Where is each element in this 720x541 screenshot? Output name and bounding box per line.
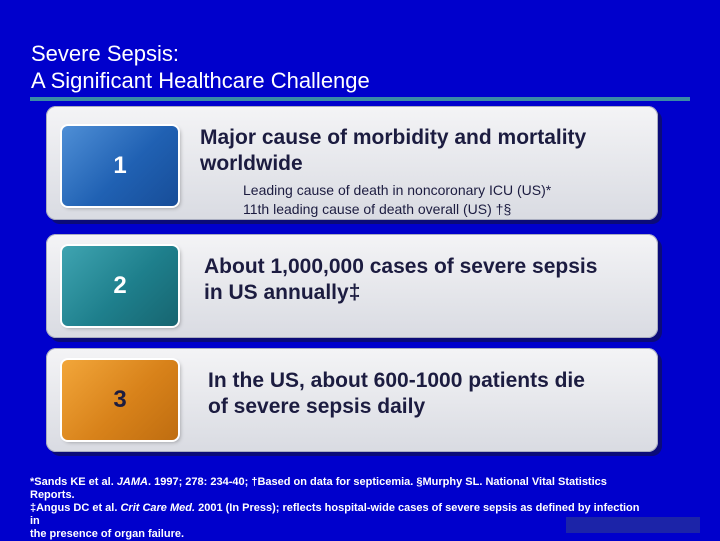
footnote-text: the presence of organ failure. (30, 528, 185, 540)
footnote-text: *Sands KE et al. (30, 476, 117, 488)
badge-number: 2 (113, 272, 127, 299)
item-text-line-2: worldwide (200, 152, 303, 175)
number-badge-1 (62, 126, 178, 206)
footnote-text: . 1997; 278: 234-40; †Based on data for septicemia. §Murphy SL. National Vital Statistics Reports. (30, 476, 607, 501)
item-main-text (204, 254, 597, 306)
sub-point-2: 11th leading cause of death overall (US) †§ (243, 201, 512, 217)
number-badge-2 (62, 246, 178, 326)
slide-title (31, 40, 370, 94)
item-text-line-2: in US annually‡ (204, 281, 361, 304)
badge-number: 3 (113, 386, 127, 413)
item-panel-3 (46, 348, 658, 452)
badge-number: 1 (113, 152, 127, 179)
item-text-line-1: In the US, about 600-1000 patients die (208, 369, 585, 392)
item-main-text (208, 368, 585, 420)
item-main-text (200, 125, 586, 177)
item-text-line-1: About 1,000,000 cases of severe sepsis (204, 255, 598, 278)
item-panel-2 (46, 234, 658, 338)
title-line-2: A Significant Healthcare Challenge (31, 68, 370, 93)
journal-name: Crit Care Med. (120, 502, 196, 514)
title-divider (30, 97, 690, 101)
item-text-line-1: Major cause of morbidity and mortality (200, 126, 587, 149)
footnote-text: ‡Angus DC et al. (30, 502, 121, 514)
number-badge-3 (62, 360, 178, 440)
references-footnote (30, 476, 650, 541)
sub-point-1: Leading cause of death in noncoronary ICU (US)* (243, 182, 552, 198)
item-text-line-2: of severe sepsis daily (208, 395, 426, 418)
journal-name: JAMA (116, 476, 148, 488)
footnote-text: 2001 (In Press); reflects hospital-wide cases of severe sepsis as defined by infection in (30, 502, 640, 527)
item-panel-1 (46, 106, 658, 220)
title-line-1: Severe Sepsis: (31, 41, 179, 66)
corner-logo-bar (566, 517, 700, 533)
